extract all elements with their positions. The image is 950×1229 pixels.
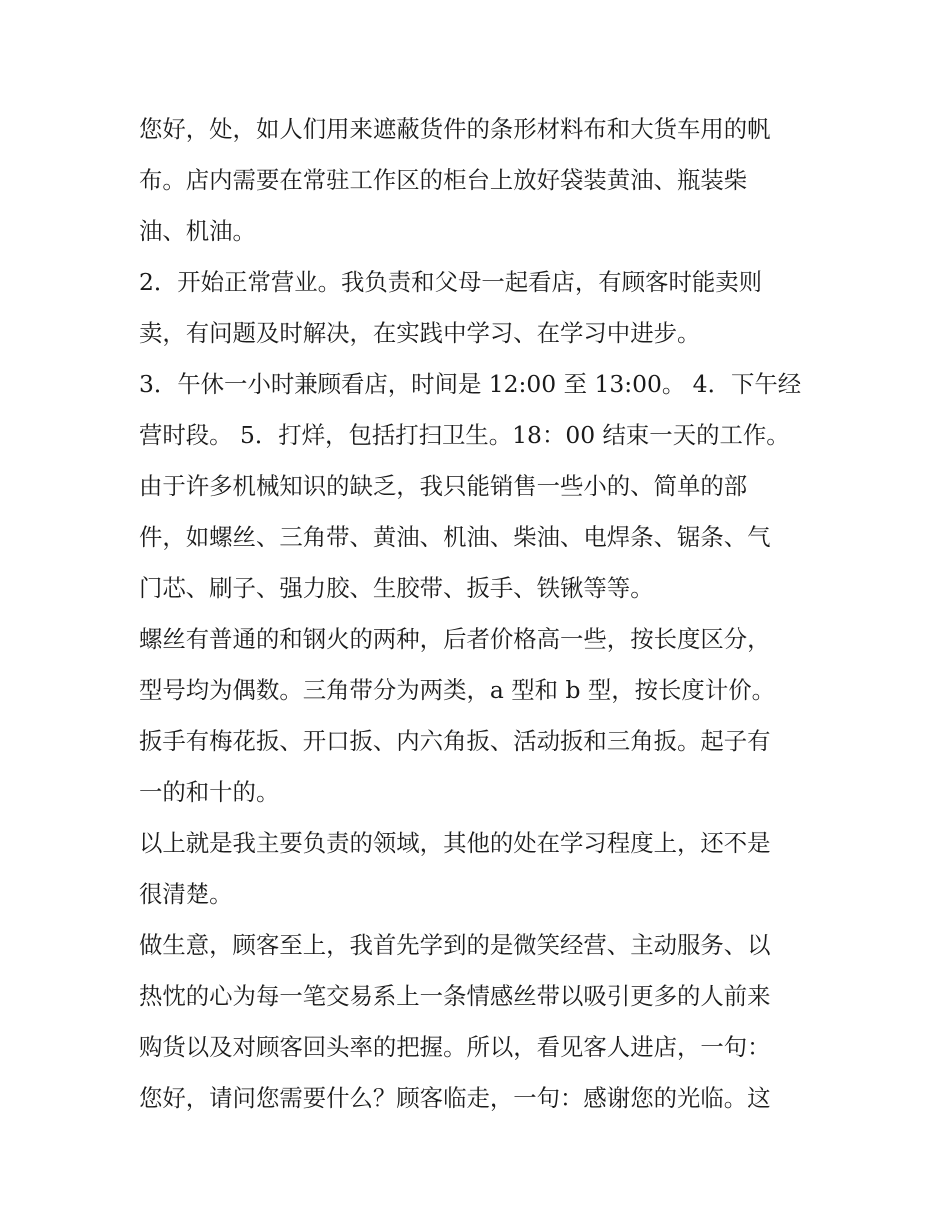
text-line: 门芯、刷子、强力胶、生胶带、扳手、铁锹等等。 — [139, 574, 654, 602]
text-line: 您好，请问您需要什么？顾客临走，一句：感谢您的光临。这 — [139, 1084, 771, 1112]
text-line: 2．开始正常营业。我负责和父母一起看店，有顾客时能卖则 — [139, 268, 763, 296]
text-line: 油、机油。 — [139, 217, 256, 245]
text-line: 件，如螺丝、三角带、黄油、机油、柴油、电焊条、锯条、气 — [139, 523, 771, 551]
text-line: 型号均为偶数。三角带分为两类，a 型和 b 型，按长度计价。 — [139, 676, 775, 704]
text-line: 很清楚。 — [139, 880, 233, 908]
text-line: 3．午休一小时兼顾看店，时间是 12:00 至 13:00。 4．下午经 — [139, 370, 802, 398]
document-body — [139, 104, 819, 1124]
text-line: 螺丝有普通的和钢火的两种，后者价格高一些，按长度区分， — [139, 625, 771, 653]
text-line: 热忱的心为每一笔交易系上一条情感丝带以吸引更多的人前来 — [139, 982, 771, 1010]
text-line: 您好，处，如人们用来遮蔽货件的条形材料布和大货车用的帆 — [139, 115, 771, 143]
text-line: 以上就是我主要负责的领域，其他的处在学习程度上，还不是 — [139, 829, 771, 857]
text-line: 布。店内需要在常驻工作区的柜台上放好袋装黄油、瓶装柴 — [139, 166, 748, 194]
text-line: 营时段。 5．打烊，包括打扫卫生。18：00 结束一天的工作。 — [139, 421, 790, 449]
text-line: 卖，有问题及时解决，在实践中学习、在学习中进步。 — [139, 319, 701, 347]
text-line: 一的和十的。 — [139, 778, 280, 806]
text-line: 购货以及对顾客回头率的把握。所以，看见客人进店，一句： — [139, 1033, 771, 1061]
text-line: 扳手有梅花扳、开口扳、内六角扳、活动扳和三角扳。起子有 — [139, 727, 771, 755]
text-line: 由于许多机械知识的缺乏，我只能销售一些小的、简单的部 — [139, 472, 748, 500]
text-line: 做生意，顾客至上，我首先学到的是微笑经营、主动服务、以 — [139, 931, 771, 959]
